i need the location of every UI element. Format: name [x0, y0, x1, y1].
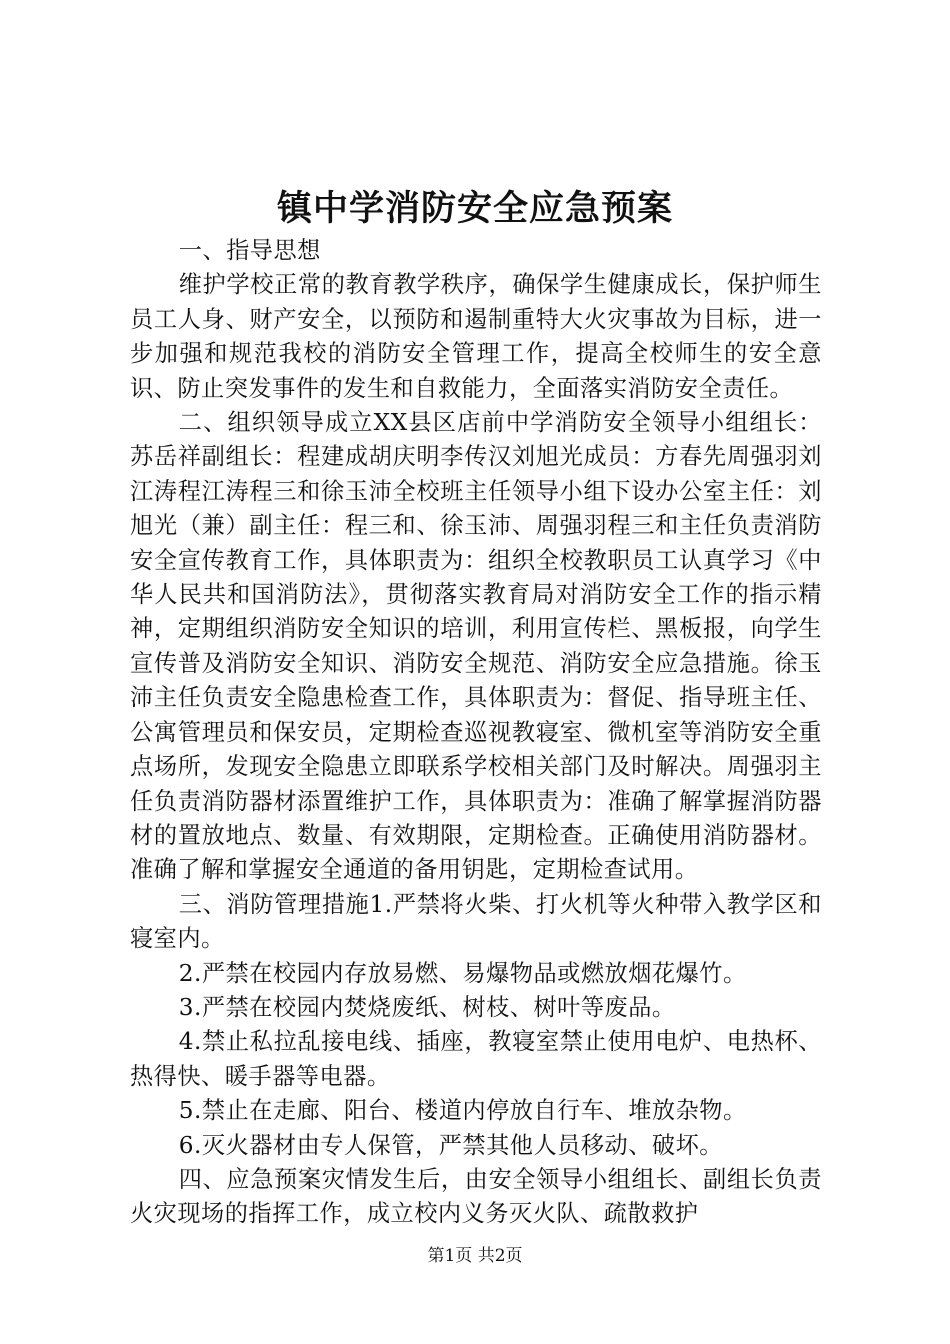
document-body	[130, 234, 822, 1232]
paragraph-management-measure-3: 3.严禁在校园内焚烧废纸、树枝、树叶等废品。	[178, 993, 676, 1021]
section-heading-guiding-ideology: 一、指导思想	[178, 237, 321, 264]
paragraph-management-measure-5: 5.禁止在走廊、阳台、楼道内停放自行车、堆放杂物。	[178, 1097, 747, 1125]
paragraph-emergency-plan: 四、应急预案灾情发生后，由安全领导小组组长、副组长负责火灾现场的指挥工作，成立校内义务灭火队、疏散救护	[130, 1165, 822, 1228]
document-title: 镇中学消防安全应急预案	[276, 188, 673, 229]
paragraph-management-measure-1: 三、消防管理措施1.严禁将火柴、打火机等火种带入教学区和寝室内。	[130, 890, 822, 953]
paragraph-management-measure-2: 2.严禁在校园内存放易燃、易爆物品或燃放烟花爆竹。	[178, 959, 747, 987]
paragraph-management-measure-4: 4.禁止私拉乱接电线、插座，教寝室禁止使用电炉、电热杯、热得快、暖手器等电器。	[130, 1028, 822, 1090]
paragraph-guiding-ideology: 维护学校正常的教育教学秩序，确保学生健康成长，保护师生员工人身、财产安全，以预防和遏制重特大火灾事故为目标，进一步加强和规范我校的消防安全管理工作，提高全校师生的安全意识、防止突发事件的发生和自救能力，全面落实消防安全责任。	[130, 271, 822, 402]
paragraph-organization-leadership: 二、组织领导成立XX县区店前中学消防安全领导小组组长：苏岳祥副组长：程建成胡庆明李传汉刘旭光成员：方春先周强羽刘江涛程江涛程三和徐玉沛全校班主任领导小组下设办公室主任：刘旭光（兼）副主任：程三和、徐玉沛、周强羽程三和主任负责消防安全宣传教育工作，具体职责为：组织全校教职员工认真学习《中华人民共和国消防法》，贯彻落实教育局对消防安全工作的指示精神，定期组织消防安全知识的培训，利用宣传栏、黑板报，向学生宣传普及消防安全知识、消防安全规范、消防安全应急措施。徐玉沛主任负责安全隐患检查工作，具体职责为：督促、指导班主任、公寓管理员和保安员，定期检查巡视教寝室、微机室等消防安全重点场所，发现安全隐患立即联系学校相关部门及时解决。周强羽主任负责消防器材添置维护工作，具体职责为：准确了解掌握消防器材的置放地点、数量、有效期限，定期检查。正确使用消防器材。准确了解和掌握安全通道的备用钥匙，定期检查试用。	[130, 409, 822, 884]
paragraph-management-measure-6: 6.灭火器材由专人保管，严禁其他人员移动、破坏。	[178, 1131, 723, 1159]
page-number-footer: 第1页 共2页	[427, 1246, 523, 1266]
